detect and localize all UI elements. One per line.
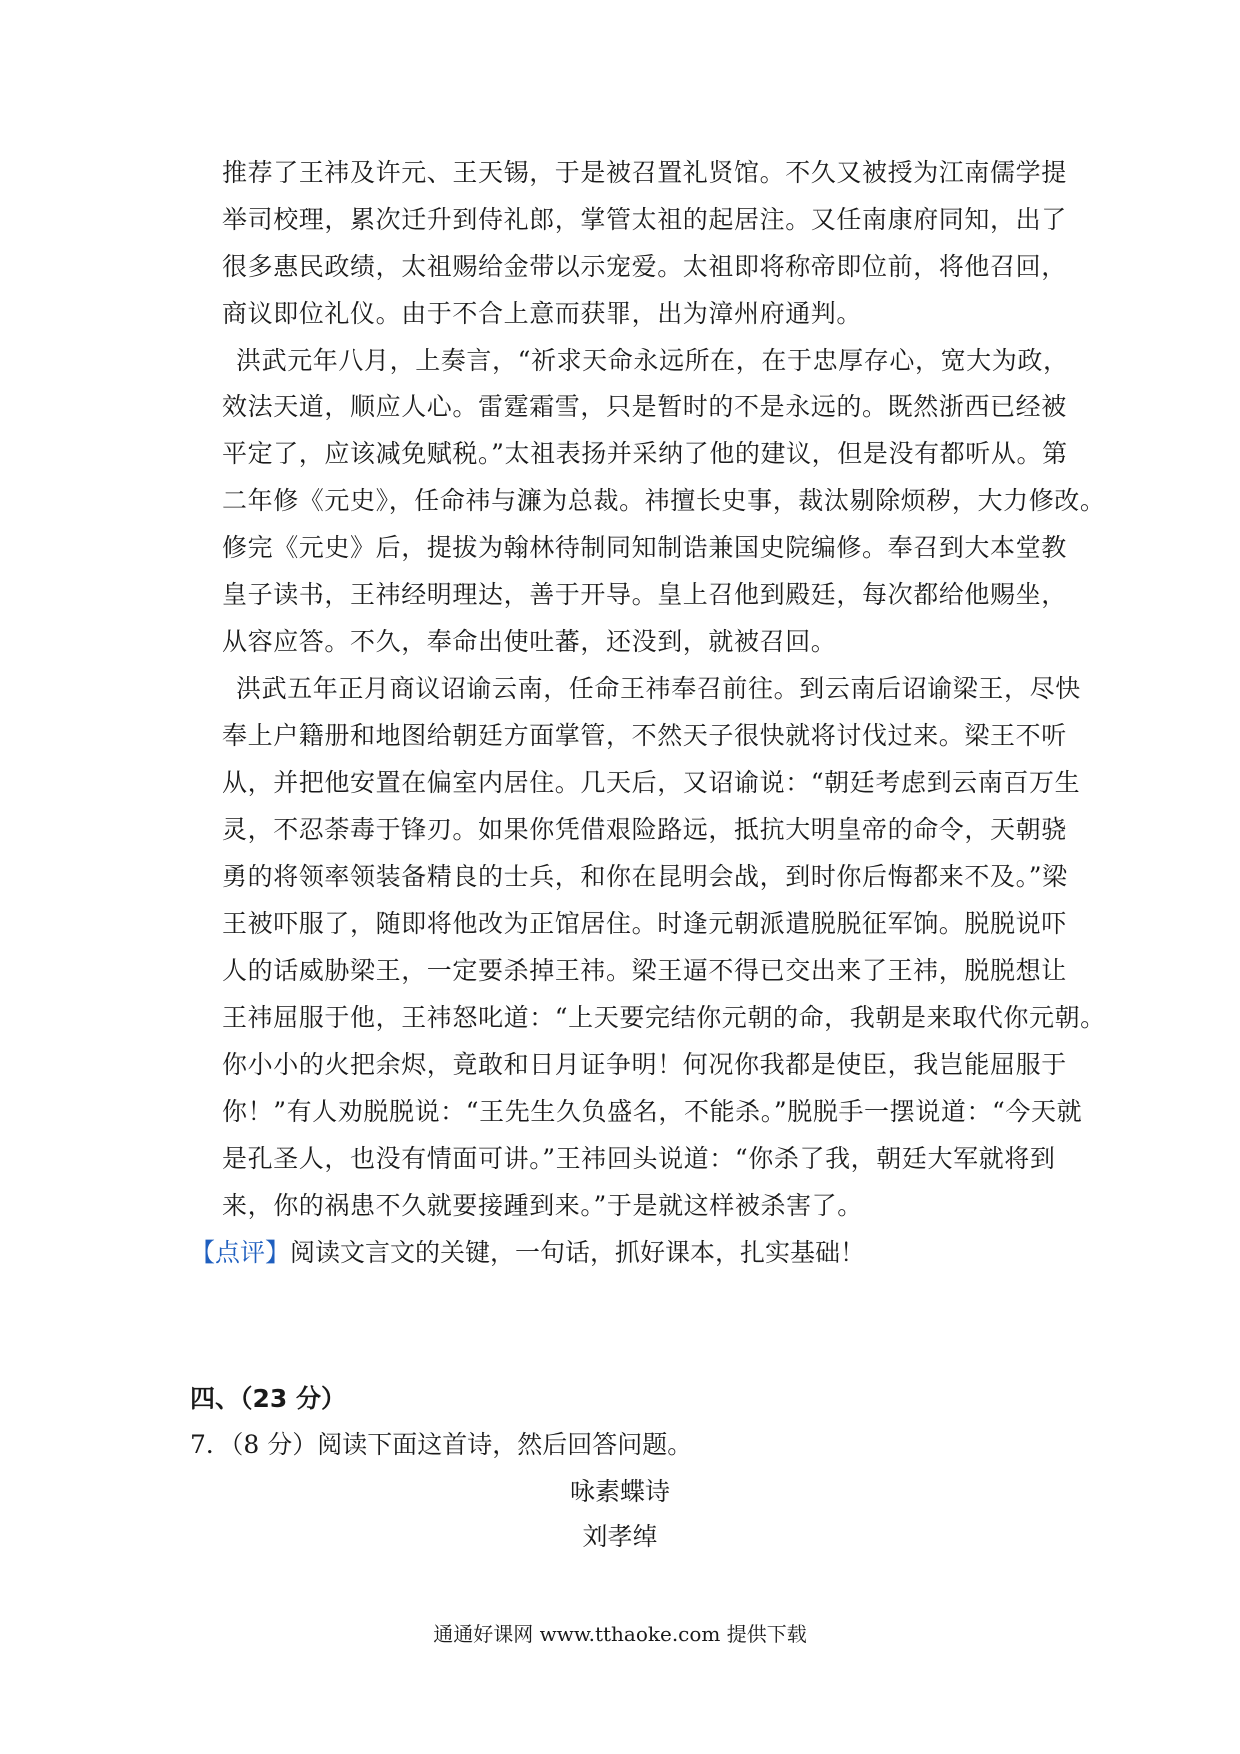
question-text: 7．（8 分）阅读下面这首诗，然后回答问题。 [190, 1430, 693, 1459]
comment-line [190, 1238, 865, 1268]
translation-line: 人的话威胁梁王，一定要杀掉王祎。梁王逼不得已交出来了王祎，脱脱想让 [222, 956, 1067, 985]
translation-line: 皇子读书，王祎经明理达，善于开导。皇上召他到殿廷，每次都给他赐坐， [222, 580, 1067, 609]
translation-line: 平定了，应该减免赋税。”太祖表扬并采纳了他的建议，但是没有都听从。第 [222, 439, 1068, 468]
translation-line: 你！”有人劝脱脱说：“王先生久负盛名，不能杀。”脱脱手一摆说道：“今天就 [222, 1097, 1083, 1126]
translation-line: 是孔圣人，也没有情面可讲。”王祎回头说道：“你杀了我，朝廷大军就将到 [222, 1144, 1056, 1173]
translation-line: 洪武五年正月商议诏谕云南，任命王祎奉召前往。到云南后诏谕梁王，尽快 [236, 674, 1081, 703]
translation-line: 修完《元史》后，提拔为翰林待制同知制诰兼国史院编修。奉召到大本堂教 [222, 533, 1067, 562]
translation-line: 来，你的祸患不久就要接踵到来。”于是就这样被杀害了。 [222, 1191, 863, 1220]
translation-line: 灵，不忍荼毒于锋刃。如果你凭借艰险路远，抵抗大明皇帝的命令，天朝骁 [222, 815, 1067, 844]
translation-line: 勇的将领率领装备精良的士兵，和你在昆明会战，到时你后悔都来不及。”梁 [222, 862, 1068, 891]
comment-text: 阅读文言文的关键，一句话，抓好课本，扎实基础！ [290, 1238, 866, 1267]
translation-line: 举司校理，累次迁升到侍礼郎，掌管太祖的起居注。又任南康府同知，出了 [222, 205, 1067, 234]
translation-line: 很多惠民政绩，太祖赐给金带以示宠爱。太祖即将称帝即位前，将他召回， [222, 252, 1067, 281]
translation-line: 从容应答。不久，奉命出使吐蕃，还没到，就被召回。 [222, 627, 837, 656]
translation-line: 你小小的火把余烬，竟敢和日月证争明！何况你我都是使臣，我岂能屈服于 [222, 1050, 1067, 1079]
translation-line: 奉上户籍册和地图给朝廷方面掌管，不然天子很快就将讨伐过来。梁王不听 [222, 721, 1067, 750]
translation-line: 推荐了王祎及许元、王天锡，于是被召置礼贤馆。不久又被授为江南儒学提 [222, 158, 1067, 187]
translation-line: 效法天道，顺应人心。雷霆霜雪，只是暂时的不是永远的。既然浙西已经被 [222, 392, 1067, 421]
translation-line: 商议即位礼仪。由于不合上意而获罪，出为漳州府通判。 [222, 299, 863, 328]
poem-title: 咏素蝶诗 [569, 1477, 670, 1506]
section-heading: 四、（23 分） [190, 1384, 346, 1413]
translation-line: 二年修《元史》，任命祎与濂为总裁。祎擅长史事，裁汰剔除烦秽，大力修改。 [222, 486, 1106, 515]
poem-author: 刘孝绰 [582, 1522, 658, 1551]
translation-line: 洪武元年八月，上奏言，“祈求天命永远所在，在于忠厚存心，宽大为政， [236, 346, 1069, 375]
translation-line: 从，并把他安置在偏室内居住。几天后，又诏谕说：“朝廷考虑到云南百万生 [222, 768, 1081, 797]
translation-line: 王被吓服了，随即将他改为正馆居住。时逢元朝派遣脱脱征军饷。脱脱说吓 [222, 909, 1067, 938]
page-footer: 通通好课网 www.tthaoke.com 提供下载 [433, 1622, 807, 1646]
comment-tag: 【点评】 [190, 1238, 291, 1267]
translation-line: 王祎屈服于他，王祎怒叱道：“上天要完结你元朝的命，我朝是来取代你元朝。 [222, 1003, 1106, 1032]
